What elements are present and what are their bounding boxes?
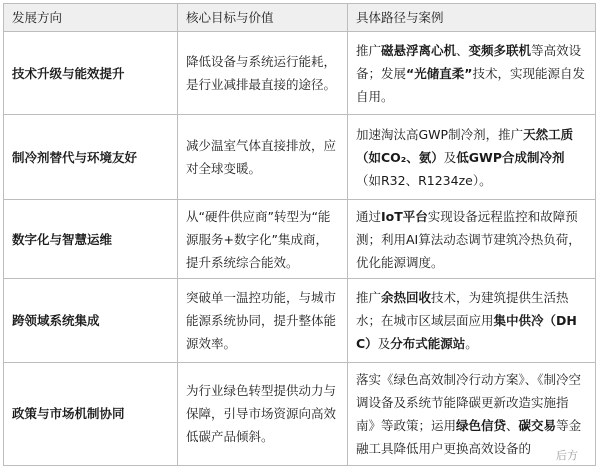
header-direction: 发展方向 [4, 4, 178, 32]
highlight-text: 绿色信贷 [456, 417, 507, 433]
direction-cell: 政策与市场机制协同 [4, 362, 178, 465]
highlight-text: 天然工质（如CO₂、氨） [356, 126, 574, 165]
table-row [4, 32, 596, 115]
highlight-text: 变频多联机 [468, 42, 532, 58]
path-segment: （如R32、R1234ze）。 [356, 172, 492, 188]
path-segment: 、 [506, 417, 519, 433]
path-text [356, 368, 587, 460]
goal-cell: 突破单一温控功能，与城市能源系统协同，提升整体能源效率。 [178, 279, 348, 362]
path-segment: 。 [465, 335, 478, 351]
path-text [356, 123, 587, 192]
path-segment: 通过 [356, 208, 382, 224]
highlight-text: “光储直柔” [406, 65, 473, 81]
direction-cell: 跨领域系统集成 [4, 279, 178, 362]
highlight-text: 碳交易 [518, 417, 557, 433]
watermark-text: 后方 [556, 449, 578, 462]
highlight-text: 余热回收 [381, 289, 432, 305]
header-goal: 核心目标与价值 [178, 4, 348, 32]
path-segment: 实现设备远程监控和故障预测；利用AI算法动态调节建筑冷热负荷，优化能源调度。 [356, 208, 581, 270]
direction-cell: 数字化与智慧运维 [4, 200, 178, 279]
path-segment: 推广 [356, 42, 382, 58]
path-segment: 加速淘汰高GWP制冷剂，推广 [356, 126, 524, 142]
path-segment: 推广 [356, 289, 382, 305]
highlight-text: 低GWP合成制冷剂 [456, 149, 565, 165]
goal-cell: 减少温室气体直接排放，应对全球变暖。 [178, 115, 348, 200]
path-segment: 落实《绿色高效制冷行动方案》、《制冷空调设备及系统节能降碳更新改造实施指南》等政策；运用 [356, 371, 582, 433]
path-segment: 及 [377, 335, 391, 351]
direction-cell: 制冷剂替代与环境友好 [4, 115, 178, 200]
strategy-table [3, 3, 596, 466]
path-text [356, 286, 587, 355]
path-text [356, 39, 587, 108]
path-cell [348, 115, 596, 200]
table-row [4, 362, 596, 465]
path-cell [348, 200, 596, 279]
table-row [4, 279, 596, 362]
highlight-text: 分布式能源站 [390, 335, 466, 351]
highlight-text: 集中供冷（DHC） [356, 312, 577, 351]
path-segment: 技术，为建筑提供生活热水；在城市区域层面应用 [356, 289, 569, 328]
table-header-row [4, 4, 596, 32]
path-segment: 等高效设备；发展 [356, 42, 582, 81]
goal-cell: 从“硬件供应商”转型为“能源服务+数字化”集成商，提升系统综合能效。 [178, 200, 348, 279]
goal-cell: 为行业绿色转型提供动力与保障，引导市场资源向高效低碳产品倾斜。 [178, 362, 348, 465]
path-segment: 及 [443, 149, 457, 165]
path-cell [348, 32, 596, 115]
path-segment: 、 [456, 42, 469, 58]
highlight-text: 磁悬浮离心机 [381, 42, 457, 58]
direction-cell: 技术升级与能效提升 [4, 32, 178, 115]
header-path: 具体路径与案例 [348, 4, 596, 32]
path-text [356, 205, 587, 274]
path-segment: 等金融工具降低用户更换高效设备的 [356, 417, 582, 456]
table-row [4, 115, 596, 200]
path-cell [348, 279, 596, 362]
goal-cell: 降低设备与系统运行能耗，是行业减排最直接的途径。 [178, 32, 348, 115]
table-row [4, 200, 596, 279]
path-segment: 技术，实现能源自发自用。 [356, 65, 585, 104]
highlight-text: IoT平台 [381, 208, 428, 224]
